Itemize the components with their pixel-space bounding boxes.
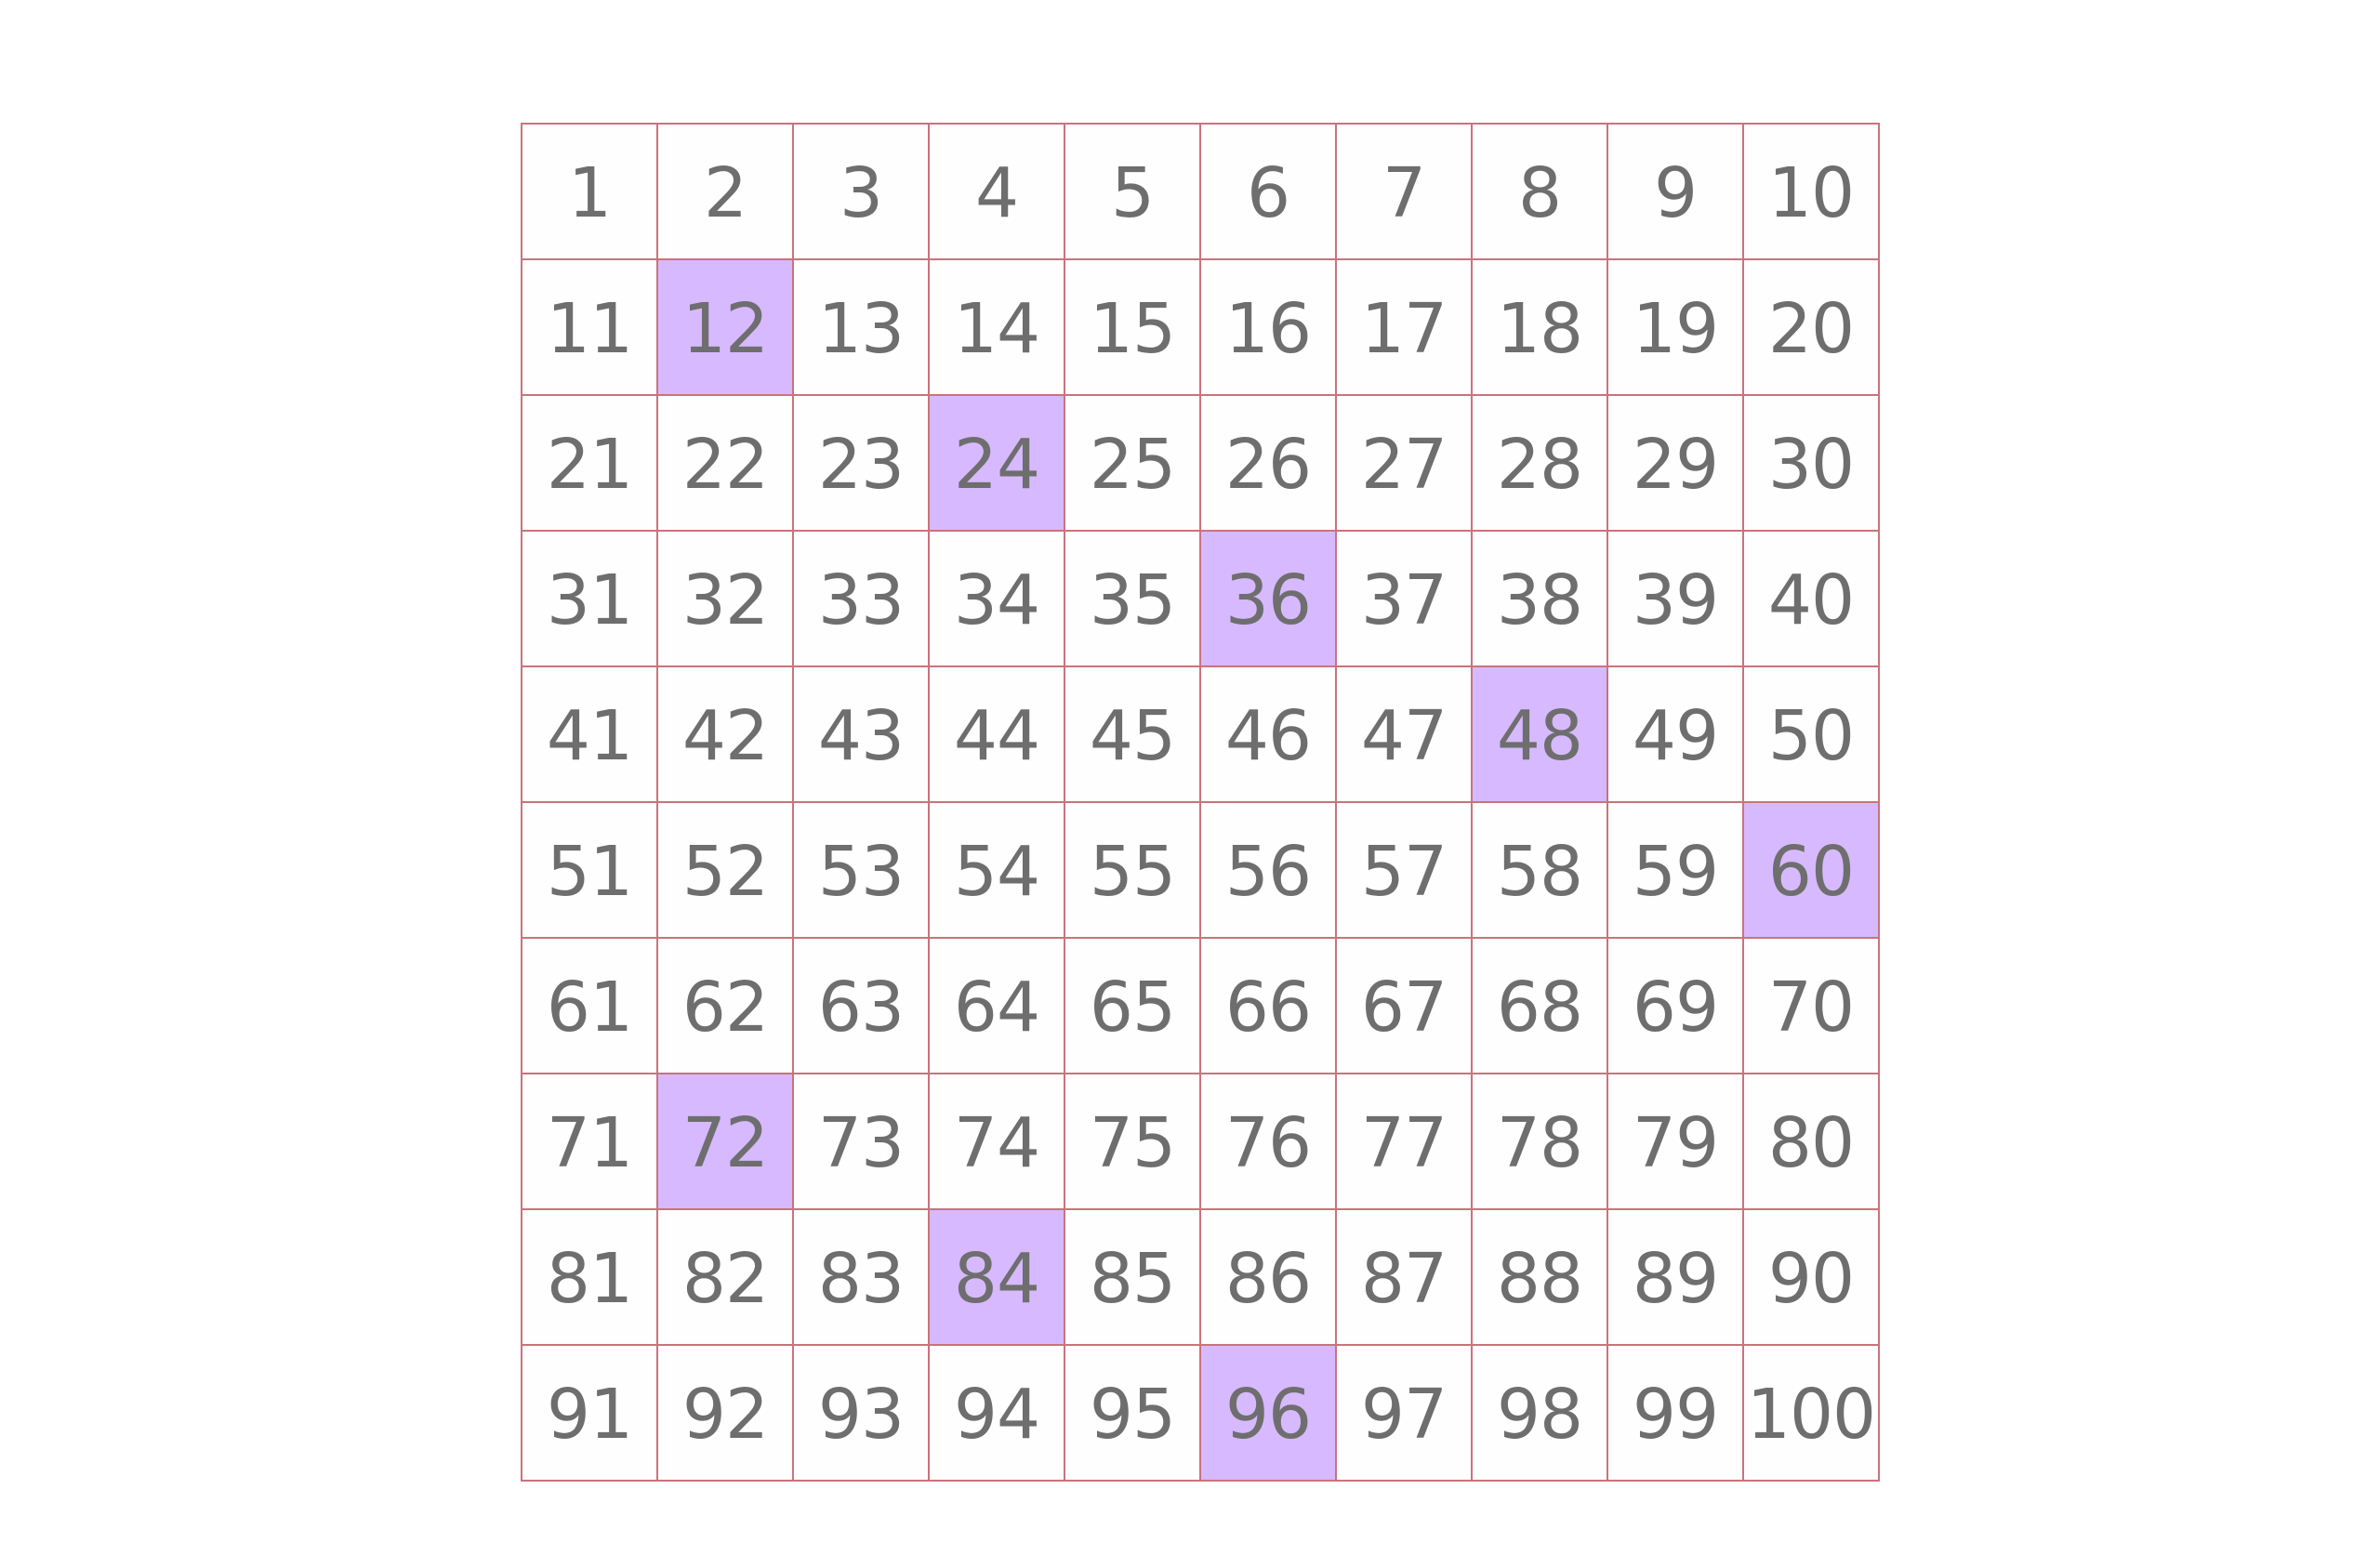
number-cell: 89: [1608, 1210, 1744, 1346]
number-cell: 69: [1608, 939, 1744, 1074]
number-cell: 37: [1337, 532, 1473, 667]
number-cell: 94: [930, 1346, 1065, 1482]
number-cell: 3: [794, 125, 930, 260]
number-cell: 29: [1608, 396, 1744, 532]
number-cell: 5: [1065, 125, 1201, 260]
number-cell: 42: [658, 667, 794, 803]
number-cell: 73: [794, 1074, 930, 1210]
number-cell: 68: [1473, 939, 1608, 1074]
number-cell: 86: [1201, 1210, 1337, 1346]
number-cell: 85: [1065, 1210, 1201, 1346]
number-cell: 32: [658, 532, 794, 667]
number-cell: 87: [1337, 1210, 1473, 1346]
number-cell: 70: [1744, 939, 1880, 1074]
number-cell: 53: [794, 803, 930, 939]
number-cell: 90: [1744, 1210, 1880, 1346]
number-cell: 43: [794, 667, 930, 803]
number-cell: 99: [1608, 1346, 1744, 1482]
number-cell: 14: [930, 260, 1065, 396]
highlighted-number-cell: 84: [930, 1210, 1065, 1346]
number-cell: 44: [930, 667, 1065, 803]
number-cell: 28: [1473, 396, 1608, 532]
number-cell: 27: [1337, 396, 1473, 532]
number-cell: 91: [522, 1346, 658, 1482]
number-cell: 81: [522, 1210, 658, 1346]
number-cell: 23: [794, 396, 930, 532]
number-cell: 98: [1473, 1346, 1608, 1482]
highlighted-number-cell: 60: [1744, 803, 1880, 939]
number-cell: 77: [1337, 1074, 1473, 1210]
highlighted-number-cell: 72: [658, 1074, 794, 1210]
number-cell: 75: [1065, 1074, 1201, 1210]
number-cell: 79: [1608, 1074, 1744, 1210]
number-cell: 63: [794, 939, 930, 1074]
number-cell: 10: [1744, 125, 1880, 260]
number-cell: 71: [522, 1074, 658, 1210]
number-cell: 21: [522, 396, 658, 532]
number-cell: 2: [658, 125, 794, 260]
number-cell: 20: [1744, 260, 1880, 396]
number-cell: 57: [1337, 803, 1473, 939]
number-cell: 50: [1744, 667, 1880, 803]
number-cell: 54: [930, 803, 1065, 939]
number-cell: 4: [930, 125, 1065, 260]
number-cell: 49: [1608, 667, 1744, 803]
highlighted-number-cell: 48: [1473, 667, 1608, 803]
number-cell: 1: [522, 125, 658, 260]
number-cell: 40: [1744, 532, 1880, 667]
number-cell: 67: [1337, 939, 1473, 1074]
number-cell: 61: [522, 939, 658, 1074]
number-cell: 9: [1608, 125, 1744, 260]
number-cell: 41: [522, 667, 658, 803]
number-cell: 33: [794, 532, 930, 667]
number-cell: 52: [658, 803, 794, 939]
number-cell: 51: [522, 803, 658, 939]
highlighted-number-cell: 36: [1201, 532, 1337, 667]
number-cell: 7: [1337, 125, 1473, 260]
number-cell: 38: [1473, 532, 1608, 667]
number-cell: 31: [522, 532, 658, 667]
number-cell: 56: [1201, 803, 1337, 939]
number-cell: 16: [1201, 260, 1337, 396]
number-cell: 18: [1473, 260, 1608, 396]
number-cell: 100: [1744, 1346, 1880, 1482]
number-cell: 80: [1744, 1074, 1880, 1210]
number-cell: 35: [1065, 532, 1201, 667]
number-cell: 30: [1744, 396, 1880, 532]
number-cell: 25: [1065, 396, 1201, 532]
highlighted-number-cell: 12: [658, 260, 794, 396]
number-cell: 88: [1473, 1210, 1608, 1346]
number-cell: 76: [1201, 1074, 1337, 1210]
number-cell: 65: [1065, 939, 1201, 1074]
number-cell: 39: [1608, 532, 1744, 667]
number-cell: 34: [930, 532, 1065, 667]
number-cell: 13: [794, 260, 930, 396]
number-cell: 15: [1065, 260, 1201, 396]
number-cell: 74: [930, 1074, 1065, 1210]
number-cell: 97: [1337, 1346, 1473, 1482]
number-cell: 62: [658, 939, 794, 1074]
number-cell: 6: [1201, 125, 1337, 260]
number-cell: 17: [1337, 260, 1473, 396]
number-cell: 55: [1065, 803, 1201, 939]
number-cell: 78: [1473, 1074, 1608, 1210]
number-cell: 47: [1337, 667, 1473, 803]
number-cell: 66: [1201, 939, 1337, 1074]
highlighted-number-cell: 96: [1201, 1346, 1337, 1482]
hundreds-chart: [521, 123, 1880, 1482]
number-cell: 83: [794, 1210, 930, 1346]
number-cell: 82: [658, 1210, 794, 1346]
number-cell: 95: [1065, 1346, 1201, 1482]
number-cell: 8: [1473, 125, 1608, 260]
number-cell: 46: [1201, 667, 1337, 803]
number-cell: 26: [1201, 396, 1337, 532]
number-cell: 59: [1608, 803, 1744, 939]
number-cell: 11: [522, 260, 658, 396]
number-cell: 58: [1473, 803, 1608, 939]
number-cell: 64: [930, 939, 1065, 1074]
highlighted-number-cell: 24: [930, 396, 1065, 532]
number-cell: 93: [794, 1346, 930, 1482]
number-cell: 19: [1608, 260, 1744, 396]
number-cell: 92: [658, 1346, 794, 1482]
number-cell: 45: [1065, 667, 1201, 803]
number-cell: 22: [658, 396, 794, 532]
